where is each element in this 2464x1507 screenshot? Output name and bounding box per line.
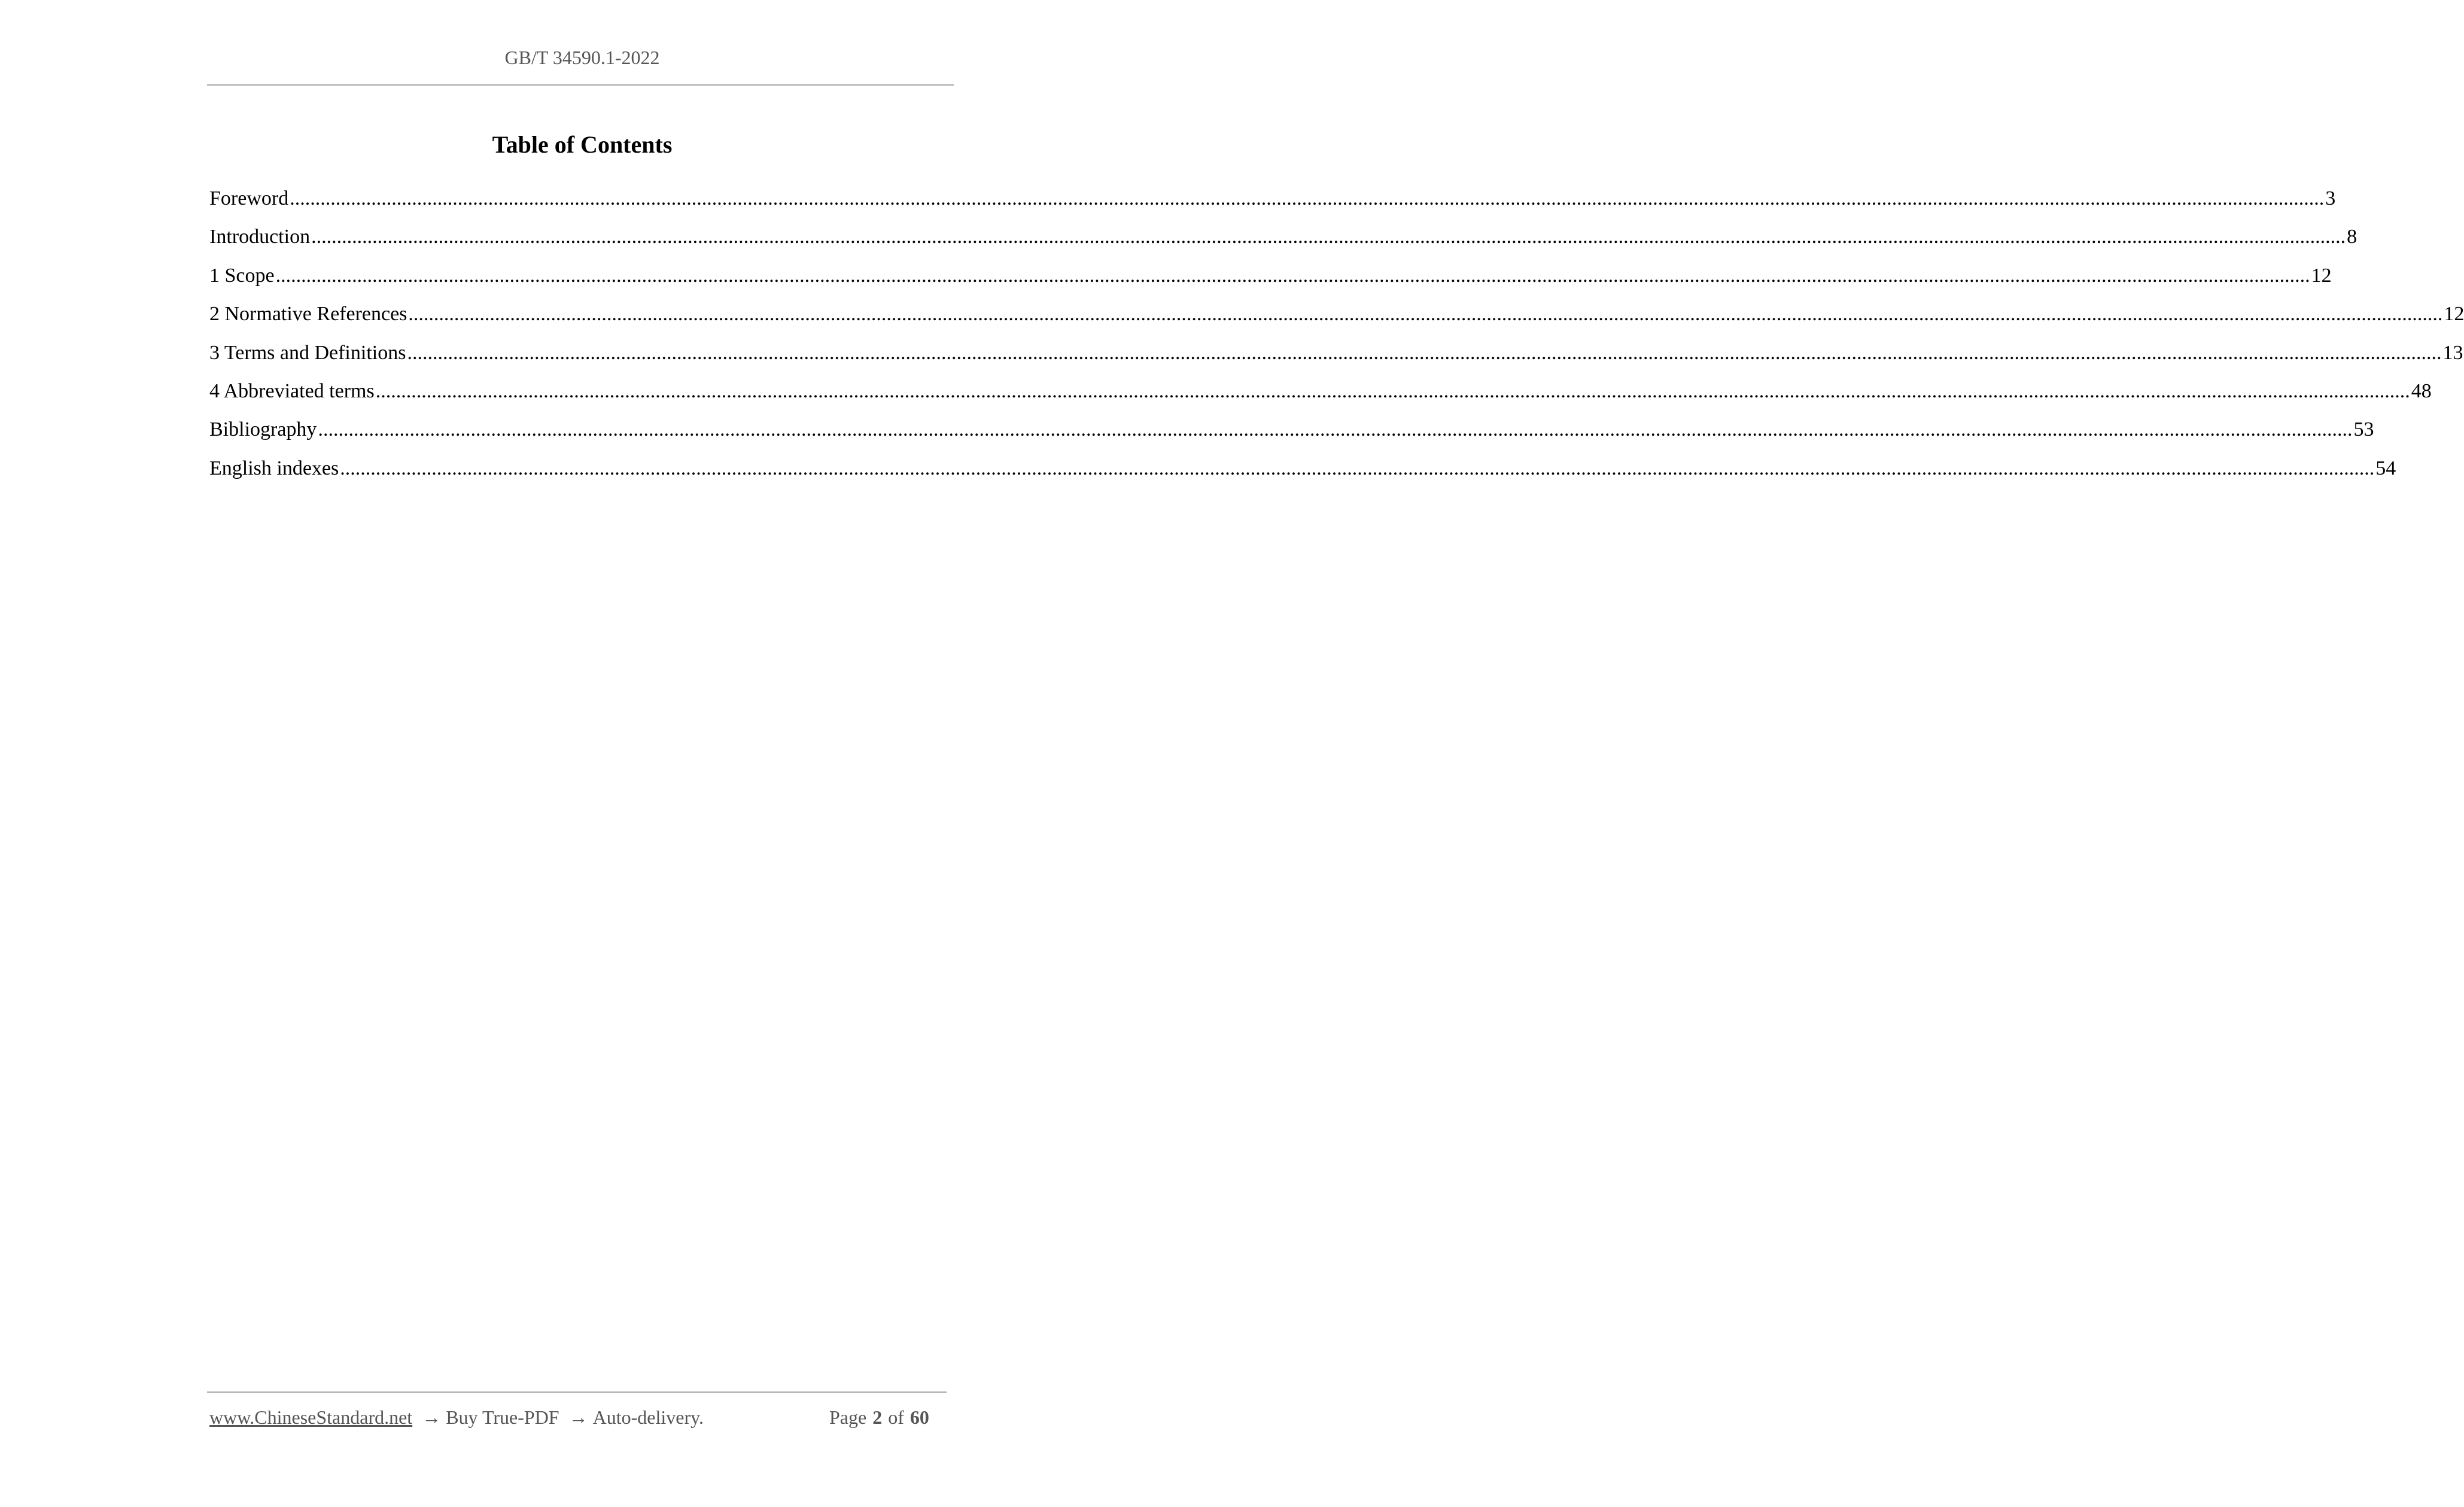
toc-entry-introduction[interactable] [209, 221, 2357, 259]
toc-entry-label: English indexes [209, 457, 339, 479]
toc-entry-page: 3 [2325, 187, 2336, 209]
toc-dot-leader: ................................................................................................................................................................................................................................................................................................................................................................................................................ [311, 226, 2346, 248]
arrow-right-icon: → [422, 1406, 442, 1428]
toc-entry-scope[interactable] [209, 260, 2332, 298]
footer-divider [207, 1391, 947, 1393]
total-pages-number: 60 [909, 1406, 929, 1428]
website-link[interactable]: www.ChineseStandard.net [209, 1406, 413, 1428]
of-word: of [888, 1406, 904, 1428]
document-header-id: GB/T 34590.1-2022 [504, 47, 660, 68]
toc-entry-terms-and-definitions[interactable] [209, 337, 2463, 375]
toc-entry-label: 1 Scope [209, 264, 275, 287]
toc-dot-leader: ................................................................................................................................................................................................................................................................................................................................................................................................................ [407, 341, 2442, 364]
toc-list [209, 183, 2464, 491]
toc-entry-label: 2 Normative References [209, 303, 407, 326]
toc-title: Table of Contents [492, 131, 673, 158]
toc-entry-page: 12 [2311, 264, 2332, 287]
footer-promo [209, 1406, 704, 1429]
toc-entry-label: Bibliography [209, 418, 317, 441]
toc-dot-leader: ................................................................................................................................................................................................................................................................................................................................................................................................................ [275, 264, 2310, 287]
toc-entry-bibliography[interactable] [209, 414, 2374, 452]
auto-delivery-text: Auto-delivery. [592, 1406, 704, 1428]
toc-entry-english-indexes[interactable] [209, 452, 2396, 491]
header-divider [207, 84, 954, 86]
toc-entry-label: 3 Terms and Definitions [209, 341, 406, 364]
toc-entry-page: 53 [2353, 418, 2374, 441]
arrow-right-icon: → [568, 1406, 588, 1428]
toc-entry-label: Foreword [209, 187, 289, 209]
toc-dot-leader: ................................................................................................................................................................................................................................................................................................................................................................................................................ [375, 379, 2410, 402]
toc-entry-page: 12 [2444, 303, 2464, 326]
toc-dot-leader: ................................................................................................................................................................................................................................................................................................................................................................................................................ [340, 457, 2375, 479]
toc-entry-abbreviated-terms[interactable] [209, 375, 2432, 414]
toc-entry-normative-references[interactable] [209, 298, 2464, 336]
buy-true-pdf-text: Buy True-PDF [446, 1406, 559, 1428]
page-indicator [829, 1406, 935, 1429]
page-word: Page [829, 1406, 867, 1428]
toc-entry-label: Introduction [209, 226, 311, 248]
toc-entry-page: 13 [2442, 341, 2463, 364]
toc-dot-leader: ................................................................................................................................................................................................................................................................................................................................................................................................................ [290, 187, 2325, 209]
toc-entry-label: 4 Abbreviated terms [209, 379, 375, 402]
toc-entry-foreword[interactable] [209, 183, 2336, 221]
toc-entry-page: 48 [2411, 379, 2432, 402]
toc-dot-leader: ................................................................................................................................................................................................................................................................................................................................................................................................................ [318, 418, 2353, 441]
current-page-number: 2 [872, 1406, 883, 1428]
toc-dot-leader: ................................................................................................................................................................................................................................................................................................................................................................................................................ [408, 303, 2443, 326]
toc-entry-page: 54 [2375, 457, 2396, 479]
toc-entry-page: 8 [2347, 226, 2357, 248]
